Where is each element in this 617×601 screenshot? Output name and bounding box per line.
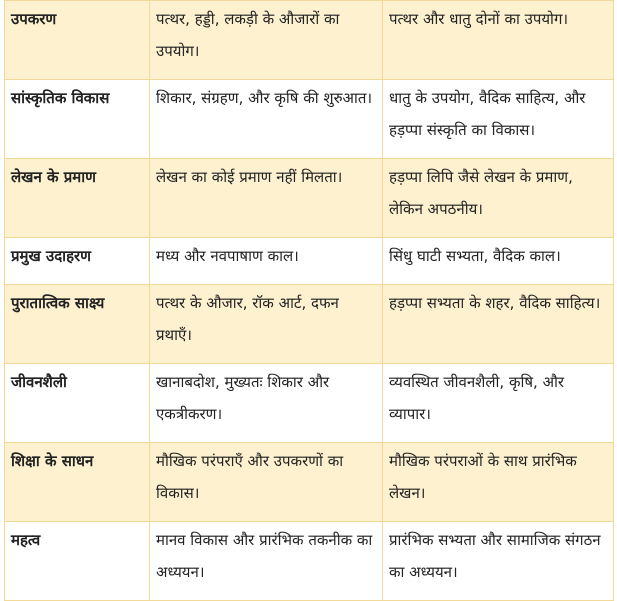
prehistoric-cell: मध्य और नवपाषाण काल। <box>150 238 383 285</box>
protohistoric-cell: प्रारंभिक सभ्यता और सामाजिक संगठन का अध्ययन। <box>383 522 614 601</box>
protohistoric-cell: मौखिक परंपराओं के साथ प्रारंभिक लेखन। <box>383 443 614 522</box>
row-heading: जीवनशैली <box>5 364 150 443</box>
protohistoric-cell: व्यवस्थित जीवनशैली, कृषि, और व्यापार। <box>383 364 614 443</box>
row-heading: शिक्षा के साधन <box>5 443 150 522</box>
prehistoric-cell: खानाबदोश, मुख्यतः शिकार और एकत्रीकरण। <box>150 364 383 443</box>
prehistoric-cell: मानव विकास और प्रारंभिक तकनीक का अध्ययन। <box>150 522 383 601</box>
prehistoric-cell: शिकार, संग्रहण, और कृषि की शुरुआत। <box>150 80 383 159</box>
protohistoric-cell: हड़प्पा लिपि जैसे लेखन के प्रमाण, लेकिन अपठनीय। <box>383 159 614 238</box>
row-heading: प्रमुख उदाहरण <box>5 238 150 285</box>
protohistoric-cell: पत्थर और धातु दोनों का उपयोग। <box>383 1 614 80</box>
row-heading: सांस्कृतिक विकास <box>5 80 150 159</box>
prehistoric-cell: लेखन का कोई प्रमाण नहीं मिलता। <box>150 159 383 238</box>
table-row <box>5 443 614 522</box>
row-heading: महत्व <box>5 522 150 601</box>
table-row <box>5 1 614 80</box>
prehistoric-cell: पत्थर, हड्डी, लकड़ी के औजारों का उपयोग। <box>150 1 383 80</box>
row-heading: पुरातात्विक साक्ष्य <box>5 285 150 364</box>
table-row <box>5 238 614 285</box>
table-row <box>5 80 614 159</box>
prehistoric-cell: मौखिक परंपराएँ और उपकरणों का विकास। <box>150 443 383 522</box>
prehistoric-cell: पत्थर के औजार, रॉक आर्ट, दफन प्रथाएँ। <box>150 285 383 364</box>
row-heading: लेखन के प्रमाण <box>5 159 150 238</box>
table-row <box>5 364 614 443</box>
comparison-table <box>4 0 614 601</box>
table-row <box>5 159 614 238</box>
protohistoric-cell: धातु के उपयोग, वैदिक साहित्य, और हड़प्पा संस्कृति का विकास। <box>383 80 614 159</box>
protohistoric-cell: हड़प्पा सभ्यता के शहर, वैदिक साहित्य। <box>383 285 614 364</box>
table-row <box>5 285 614 364</box>
protohistoric-cell: सिंधु घाटी सभ्यता, वैदिक काल। <box>383 238 614 285</box>
table-row <box>5 522 614 601</box>
row-heading: उपकरण <box>5 1 150 80</box>
